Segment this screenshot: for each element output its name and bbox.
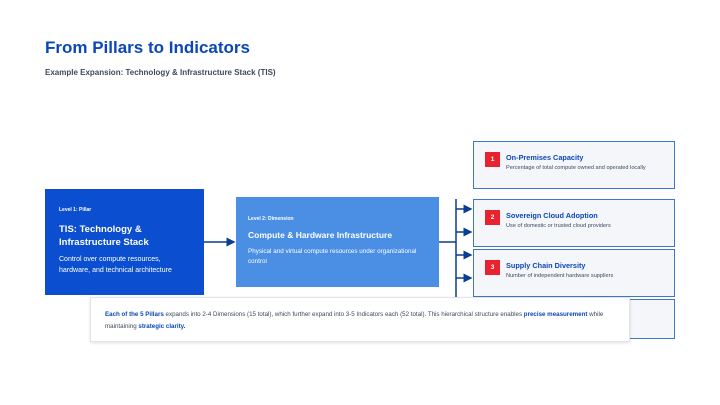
indicator-name: Supply Chain Diversity bbox=[506, 261, 586, 270]
indicator-description: Number of independent hardware suppliers bbox=[506, 273, 614, 279]
note-text: expands into 2-4 Dimensions (15 total), which further expand into 3-5 Indicators each (52 total). This hierarchical structure enables bbox=[163, 311, 524, 318]
note-emphasis-pillars: Each of the 5 Pillars bbox=[105, 311, 164, 318]
dimension-level-label: Level 2: Dimension bbox=[248, 216, 294, 222]
dimension-name: Compute & Hardware Infrastructure bbox=[248, 230, 393, 240]
pillar-name: TIS: Technology & Infrastructure Stack bbox=[59, 224, 149, 248]
page-subtitle: Example Expansion: Technology & Infrastructure Stack (TIS) bbox=[45, 68, 276, 77]
indicator-card-3 bbox=[473, 249, 675, 297]
indicator-description: Use of domestic or trusted cloud providers bbox=[506, 223, 611, 229]
summary-note bbox=[90, 297, 630, 342]
indicator-name: On-Premises Capacity bbox=[506, 153, 584, 162]
indicator-card-1 bbox=[473, 141, 675, 189]
indicator-description: Percentage of total compute owned and operated locally bbox=[506, 165, 646, 171]
indicator-name: Sovereign Cloud Adoption bbox=[506, 211, 598, 220]
indicator-number-badge: 1 bbox=[485, 152, 500, 167]
note-emphasis-measurement: precise measurement bbox=[523, 311, 588, 318]
page-title: From Pillars to Indicators bbox=[45, 38, 250, 57]
indicator-number-badge: 2 bbox=[485, 210, 500, 225]
note-emphasis-clarity: strategic clarity. bbox=[138, 323, 186, 330]
pillar-box bbox=[45, 189, 204, 295]
note-text-continued: while maintaining bbox=[105, 311, 604, 330]
dimension-box bbox=[236, 197, 439, 287]
dimension-description: Physical and virtual compute resources under organizational control bbox=[248, 248, 417, 265]
indicator-card-2 bbox=[473, 199, 675, 247]
indicator-number-badge: 3 bbox=[485, 260, 500, 275]
pillar-description: Control over compute resources, hardware, and technical architecture bbox=[59, 256, 172, 274]
pillar-level-label: Level 1: Pillar bbox=[59, 207, 92, 213]
